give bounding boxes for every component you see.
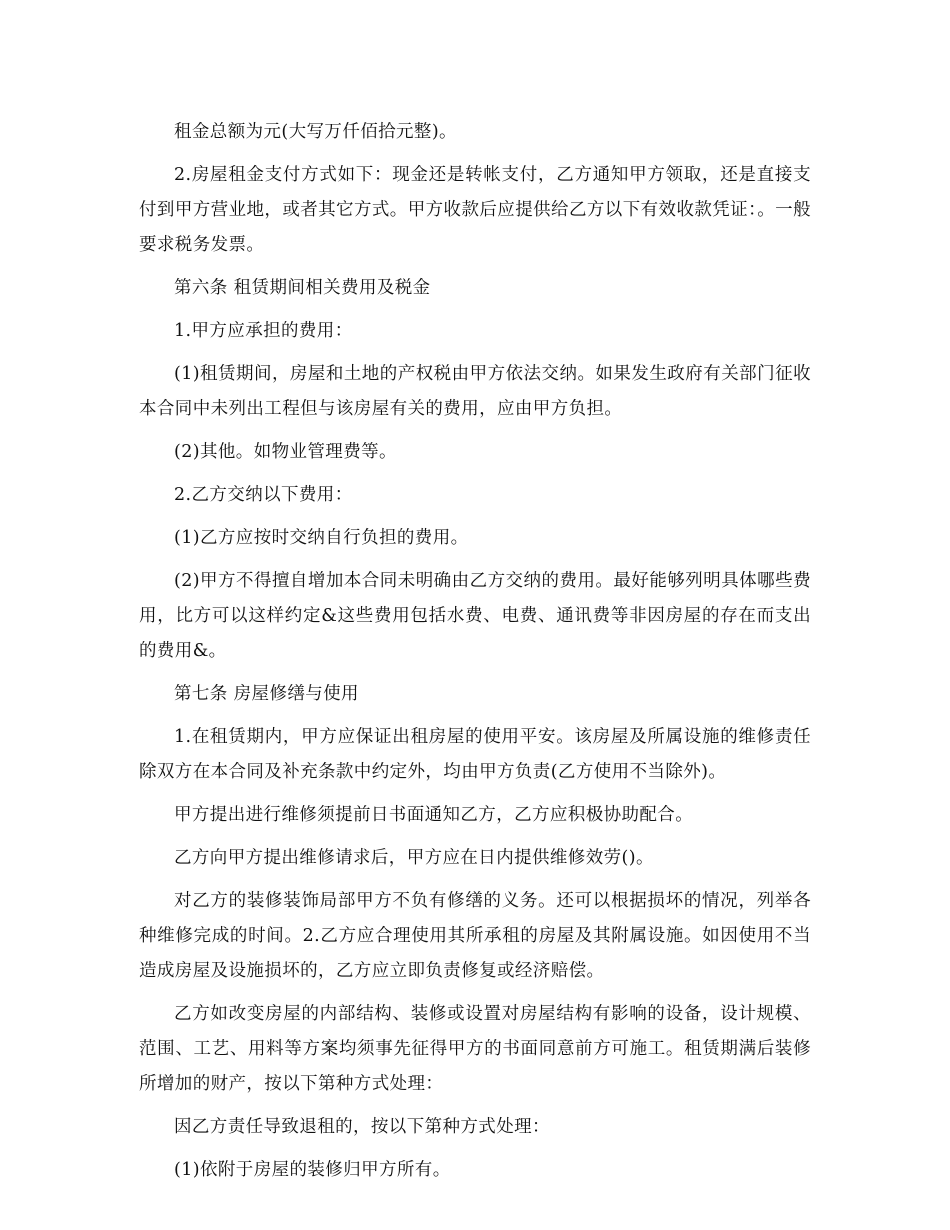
paragraph-repair-notice: 甲方提出进行维修须提前日书面通知乙方，乙方应积极协助配合。 [174, 805, 694, 825]
paragraph-repair-request: 乙方向甲方提出维修请求后，甲方应在日内提供维修效劳()。 [174, 848, 654, 868]
paragraph-decoration-repair: 对乙方的装修装饰局部甲方不负有修缮的义务。还可以根据损坏的情况，列举各种维修完成的时间。2.乙方应合理使用其所承租的房屋及其附属设施。如因使用不当造成房屋及设施损坏的，乙方应立即负责修复或经济赔偿。 [139, 891, 811, 981]
paragraph-decoration-ownership: (1)依附于房屋的装修归甲方所有。 [174, 1160, 451, 1180]
paragraph-pay-on-time: (1)乙方应按时交纳自行负担的费用。 [174, 528, 469, 548]
paragraph-safe-use: 1.在租赁期内，甲方应保证出租房屋的使用平安。该房屋及所属设施的维修责任除双方在本合同及补充条款中约定外，均由甲方负责(乙方使用不当除外)。 [139, 727, 811, 782]
paragraph-rent-total: 租金总额为元(大写万仟佰拾元整)。 [174, 122, 457, 142]
article-6-heading: 第六条 租赁期间相关费用及税金 [174, 278, 431, 298]
article-7-heading: 第七条 房屋修缮与使用 [174, 684, 359, 704]
paragraph-structure-change: 乙方如改变房屋的内部结构、装修或设置对房屋结构有影响的设备，设计规模、范围、工艺、用料等方案均须事先征得甲方的书面同意前方可施工。租赁期满后装修所增加的财产，按以下第种方式处理： [139, 1004, 811, 1094]
paragraph-property-tax: (1)租赁期间，房屋和土地的产权税由甲方依法交纳。如果发生政府有关部门征收本合同中未列出工程但与该房屋有关的费用，应由甲方负担。 [139, 364, 811, 419]
paragraph-early-termination: 因乙方责任导致退租的，按以下第种方式处理： [174, 1117, 550, 1137]
paragraph-other-costs: (2)其他。如物业管理费等。 [174, 442, 397, 462]
paragraph-party-a-costs: 1.甲方应承担的费用： [174, 321, 353, 341]
paragraph-party-b-costs: 2.乙方交纳以下费用： [174, 485, 353, 505]
paragraph-payment-method: 2.房屋租金支付方式如下：现金还是转帐支付，乙方通知甲方领取，还是直接支付到甲方营业地，或者其它方式。甲方收款后应提供给乙方以下有效收款凭证：。一般要求税务发票。 [139, 165, 811, 255]
paragraph-no-added-fees: (2)甲方不得擅自增加本合同未明确由乙方交纳的费用。最好能够列明具体哪些费用，比方可以这样约定&这些费用包括水费、电费、通讯费等非因房屋的存在而支出的费用&。 [139, 571, 811, 661]
document-body [139, 115, 811, 1196]
